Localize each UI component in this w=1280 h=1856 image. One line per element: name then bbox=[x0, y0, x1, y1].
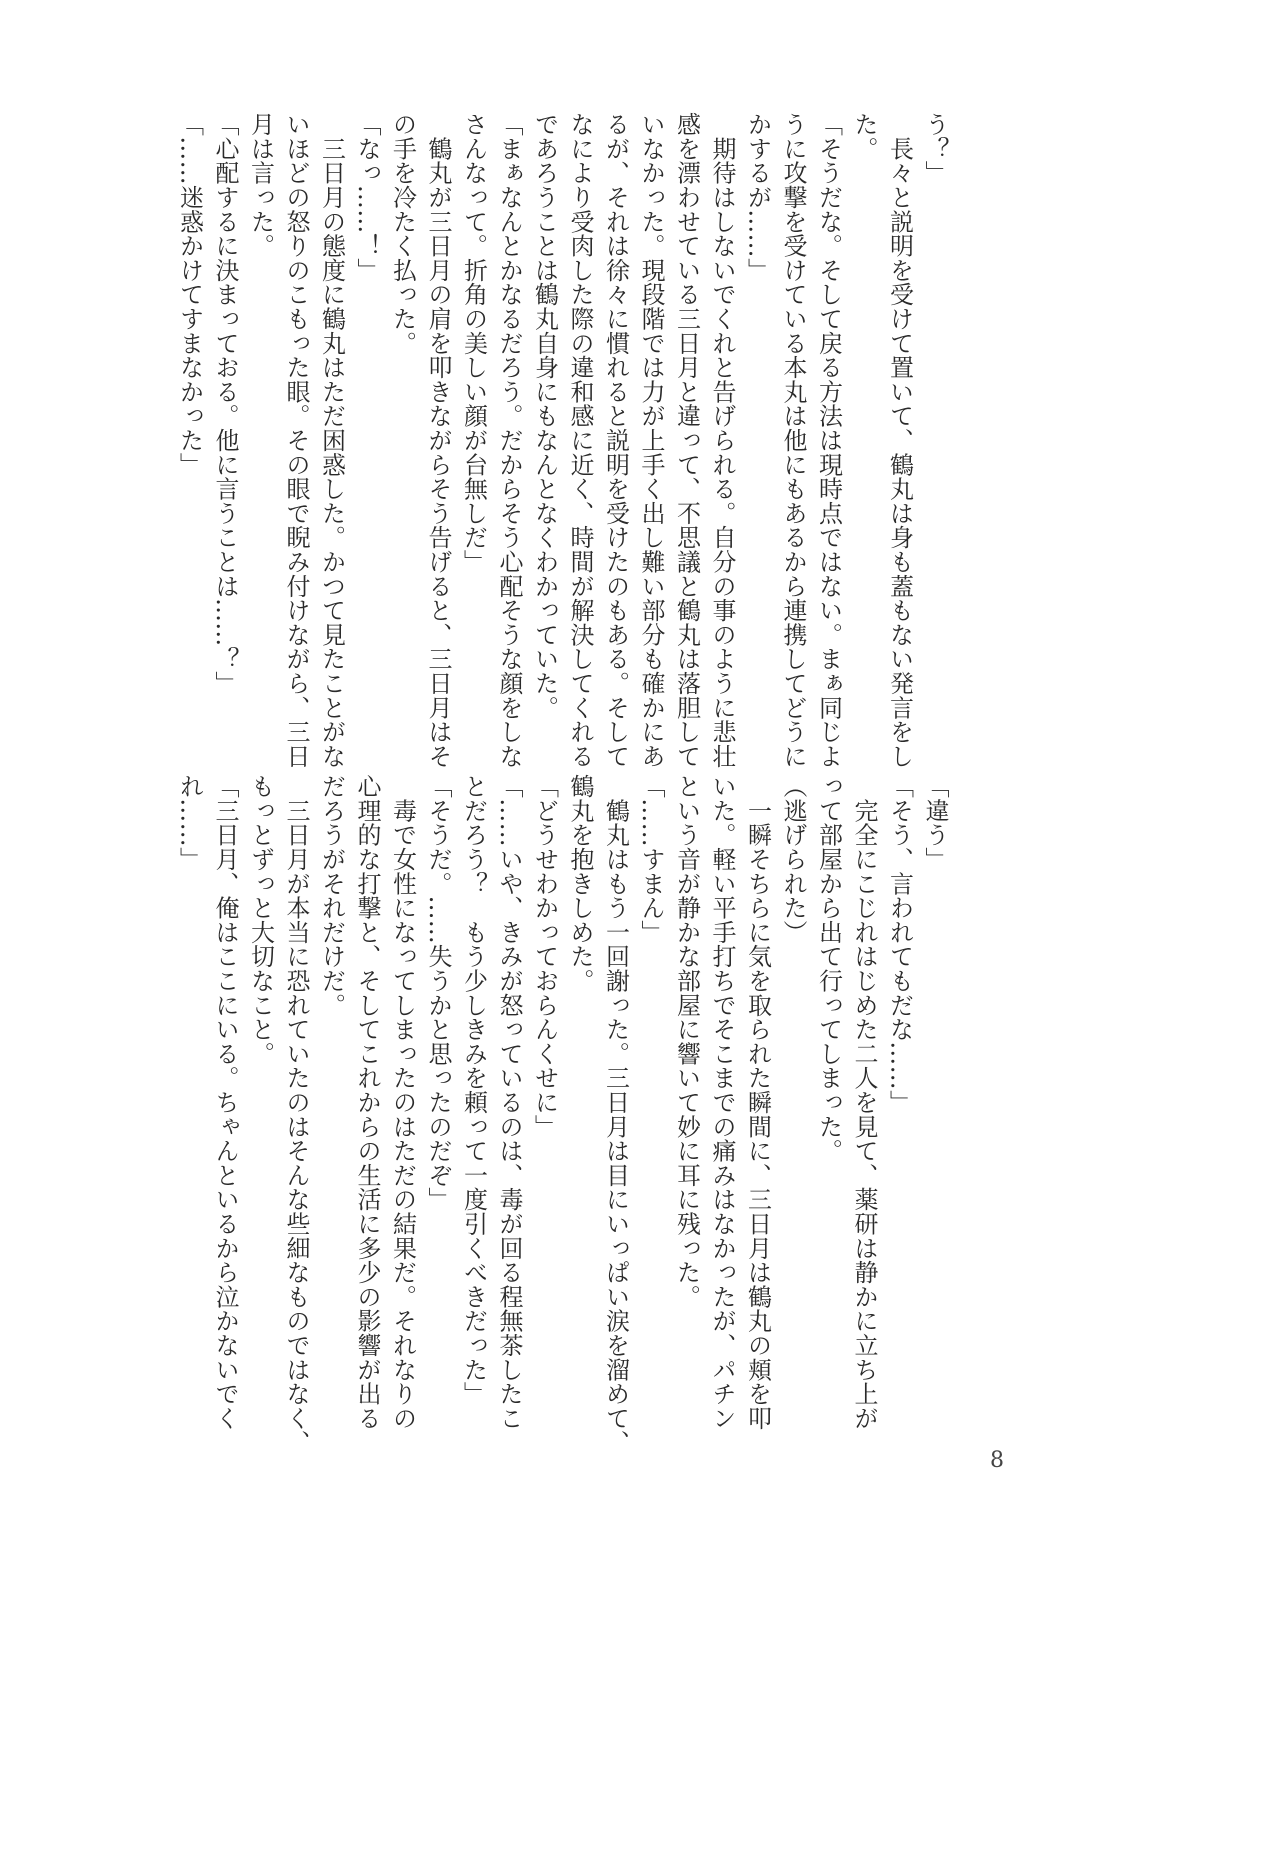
text-line: って部屋から出て行ってしまった。 bbox=[814, 774, 843, 1163]
upper-text-block bbox=[170, 112, 952, 769]
text-line: 「どうせわかっておらんくせに」 bbox=[530, 774, 559, 1139]
text-line: 鶴丸を抱きしめた。 bbox=[566, 774, 594, 993]
page-number: 8 bbox=[990, 1448, 1004, 1473]
text-line: 「……迷惑かけてすまなかった」 bbox=[175, 112, 204, 477]
text-line: 「そうだな。そして戻る方法は現時点ではない。まぁ同じよ bbox=[814, 112, 843, 769]
text-line: さんなって。折角の美しい顔が台無しだ」 bbox=[459, 112, 488, 574]
text-line: 「三日月、俺はここにいる。ちゃんといるから泣かないでく bbox=[211, 774, 239, 1431]
text-line: 長々と説明を受けて置いて、鶴丸は身も蓋もない発言をし bbox=[885, 112, 914, 769]
text-line: 「そうだ。……失うかと思ったのだぞ」 bbox=[424, 774, 452, 1212]
text-line: 期待はしないでくれと告げられる。自分の事のように悲壮 bbox=[708, 112, 736, 769]
text-line: という音が静かな部屋に響いて妙に耳に残った。 bbox=[672, 774, 701, 1309]
text-line: た。 bbox=[850, 112, 878, 161]
text-line: 三日月が本当に恐れていたのはそんな些細なものではなく、 bbox=[282, 774, 310, 1455]
text-line: 「なっ……！」 bbox=[353, 112, 381, 283]
text-line: なにより受肉した際の違和感に近く、時間が解決してくれる bbox=[566, 112, 594, 769]
text-line: 感を漂わせている三日月と違って、不思議と鶴丸は落胆して bbox=[672, 112, 701, 769]
text-line: いほどの怒りのこもった眼。その眼で睨み付けながら、三日 bbox=[282, 112, 310, 769]
text-line: 月は言った。 bbox=[246, 112, 275, 258]
text-line: 「……すまん」 bbox=[637, 774, 665, 945]
text-line: 心理的な打撃と、そしてこれからの生活に多少の影響が出る bbox=[353, 774, 381, 1431]
text-line: 「心配するに決まっておる。他に言うことは……？」 bbox=[211, 112, 239, 696]
text-line: 完全にこじれはじめた二人を見て、薬研は静かに立ち上が bbox=[850, 774, 878, 1431]
text-line: 毒で女性になってしまったのはただの結果だ。それなりの bbox=[388, 774, 417, 1431]
text-line: れ……」 bbox=[175, 774, 204, 872]
lower-text-block bbox=[170, 774, 952, 1455]
text-line: 「まぁなんとかなるだろう。だからそう心配そうな顔をしな bbox=[495, 112, 523, 769]
text-line: う？」 bbox=[921, 112, 949, 185]
text-line: だろうがそれだけだ。 bbox=[317, 774, 346, 1017]
text-line: 「違う」 bbox=[921, 774, 949, 872]
text-line: かするが……」 bbox=[743, 112, 772, 283]
text-line: 鶴丸が三日月の肩を叩きながらそう告げると、三日月はそ bbox=[424, 112, 452, 769]
text-line: （逃げられた） bbox=[779, 774, 807, 945]
text-line: いた。軽い平手打ちでそこまでの痛みはなかったが、パチン bbox=[708, 774, 736, 1431]
text-line: 「……いや、きみが怒っているのは、毒が回る程無茶したこ bbox=[495, 774, 523, 1431]
text-line: うに攻撃を受けている本丸は他にもあるから連携してどうに bbox=[779, 112, 807, 769]
text-line: いなかった。現段階では力が上手く出し難い部分も確かにあ bbox=[637, 112, 665, 769]
text-line: もっとずっと大切なこと。 bbox=[246, 774, 275, 1066]
text-line: であろうことは鶴丸自身にもなんとなくわかっていた。 bbox=[530, 112, 559, 720]
text-line: 「そう、言われてもだな……」 bbox=[885, 774, 914, 1115]
text-line: 一瞬そちらに気を取られた瞬間に、三日月は鶴丸の頬を叩 bbox=[743, 774, 772, 1431]
text-line: とだろう？ もう少しきみを頼って一度引くべきだった」 bbox=[459, 774, 488, 1406]
text-line: 三日月の態度に鶴丸はただ困惑した。かつて見たことがな bbox=[317, 112, 346, 769]
text-line: 鶴丸はもう一回謝った。三日月は目にいっぱい涙を溜めて、 bbox=[601, 774, 630, 1455]
text-line: るが、それは徐々に慣れると説明を受けたのもある。そして bbox=[601, 112, 630, 769]
text-line: の手を冷たく払った。 bbox=[388, 112, 417, 355]
